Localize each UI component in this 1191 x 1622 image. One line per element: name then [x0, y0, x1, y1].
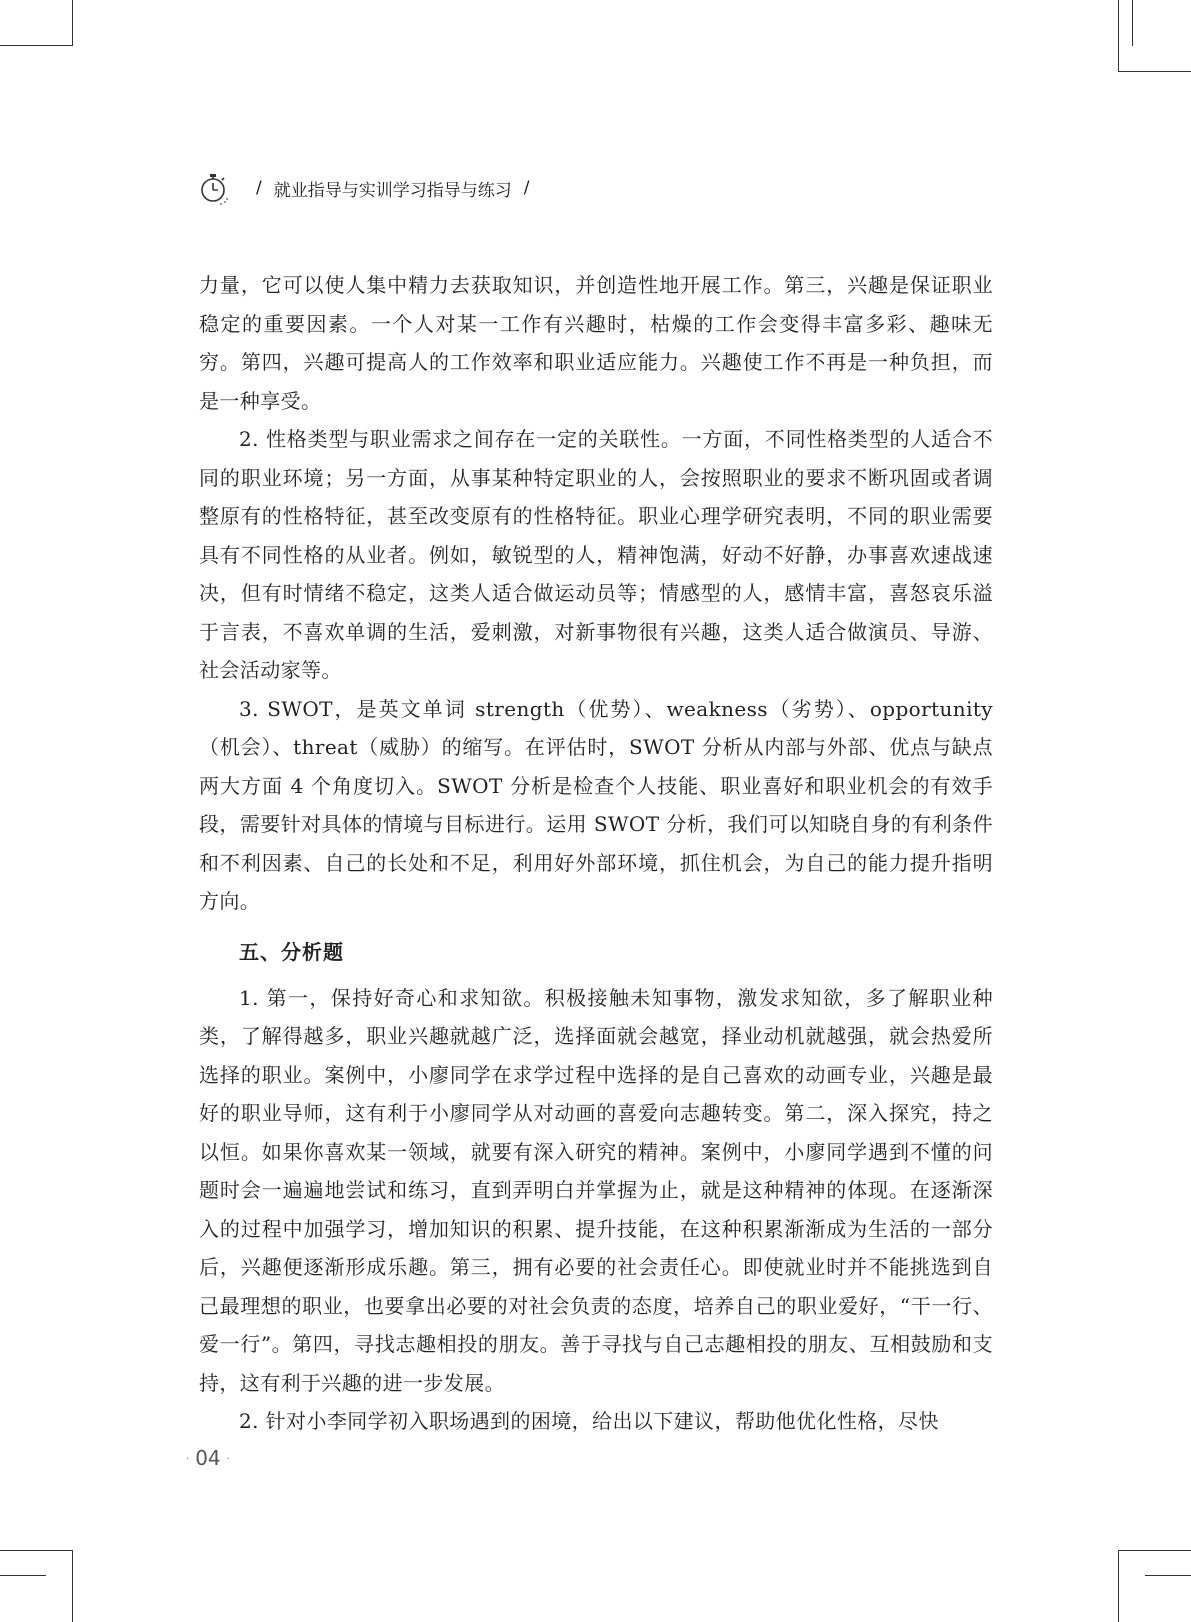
- header-slash-right: /: [523, 178, 530, 198]
- stopwatch-icon: [196, 171, 230, 205]
- crop-mark-top-right-vertical-2: [1132, 0, 1133, 46]
- crop-mark-bottom-right-vertical: [1118, 1550, 1119, 1622]
- body-paragraph: 2. 针对小李同学初入职场遇到的困境，给出以下建议，帮助他优化性格，尽快: [239, 1409, 939, 1433]
- body-paragraph: 2. 性格类型与职业需求之间存在一定的关联性。一方面，不同性格类型的人适合不同的职业环境；另一方面，从事某种特定职业的人，会按照职业的要求不断巩固或者调整原有的性格特征，甚至改变原有的性格特征。职业心理学研究表明，不同的职业需要具有不同性格的从业者。例如，敏锐型的人，精神饱满，好动不好静，办事喜欢速战速决，但有时情绪不稳定，这类人适合做运动员等；情感型的人，感情丰富，喜怒哀乐溢于言表，不喜欢单调的生活，爱刺激，对新事物很有兴趣，这类人适合做演员、导游、社会活动家等。: [199, 427, 993, 682]
- page-body: [199, 266, 993, 1441]
- crop-mark-bottom-right-horizontal: [1118, 1550, 1191, 1551]
- page-number-value: 04: [195, 1446, 221, 1470]
- crop-mark-bottom-left-horizontal: [0, 1550, 73, 1551]
- crop-mark-top-left-horizontal: [0, 45, 73, 46]
- header-book-title: 就业指导与实训学习指导与练习: [273, 180, 512, 201]
- body-paragraph: 力量，它可以使人集中精力去获取知识，并创造性地开展工作。第三，兴趣是保证职业稳定的重要因素。一个人对某一工作有兴趣时，枯燥的工作会变得丰富多彩、趣味无穷。第四，兴趣可提高人的工作效率和职业适应能力。兴趣使工作不再是一种负担，而是一种享受。: [199, 273, 993, 413]
- crop-mark-top-right-vertical: [1118, 0, 1119, 72]
- body-paragraph: 3. SWOT，是英文单词 strength（优势）、weakness（劣势）、opportunity（机会）、threat（威胁）的缩写。在评估时，SWOT 分析从内部与外部、优点与缺点两大方面 4 个角度切入。SWOT 分析是检查个人技能、职业喜好和职业机会的有效手段，需要针对具体的情境与目标进行。运用 SWOT 分析，我们可以知晓自身的有利条件和不利因素、自己的长处和不足，利用好外部环境，抓住机会，为自己的能力提升指明方向。: [199, 696, 993, 913]
- crop-mark-top-right-horizontal: [1118, 71, 1191, 72]
- body-paragraph: 1. 第一，保持好奇心和求知欲。积极接触未知事物，激发求知欲，多了解职业种类，了解得越多，职业兴趣就越广泛，选择面就会越宽，择业动机就越强，就会热爱所选择的职业。案例中，小廖同学在求学过程中选择的是自己喜欢的动画专业，兴趣是最好的职业导师，这有利于小廖同学从对动画的喜爱向志趣转变。第二，深入探究，持之以恒。如果你喜欢某一领域，就要有深入研究的精神。案例中，小廖同学遇到不懂的问题时会一遍遍地尝试和练习，直到弄明白并掌握为止，就是这种精神的体现。在逐渐深入的过程中加强学习，增加知识的积累、提升技能，在这种积累渐渐成为生活的一部分后，兴趣便逐渐形成乐趣。第三，拥有必要的社会责任心。即使就业时并不能挑选到自己最理想的职业，也要拿出必要的对社会负责的态度，培养自己的职业爱好，“干一行、爱一行”。第四，寻找志趣相投的朋友。善于寻找与自己志趣相投的朋友、互相鼓励和支持，这有利于兴趣的进一步发展。: [199, 985, 993, 1395]
- page-number: [180, 1446, 236, 1470]
- crop-mark-bottom-left-vertical: [72, 1550, 73, 1622]
- running-header: [196, 170, 541, 206]
- header-slash-left: /: [256, 178, 262, 198]
- crop-mark-top-left-vertical: [72, 0, 73, 46]
- page-number-dot-left: ·: [186, 1454, 190, 1465]
- page-number-dot-right: ·: [226, 1454, 230, 1465]
- section-heading: 五、分析题: [239, 939, 344, 964]
- crop-mark-bottom-left-horizontal-2: [0, 1575, 46, 1576]
- crop-mark-bottom-right-horizontal-2: [1145, 1575, 1191, 1576]
